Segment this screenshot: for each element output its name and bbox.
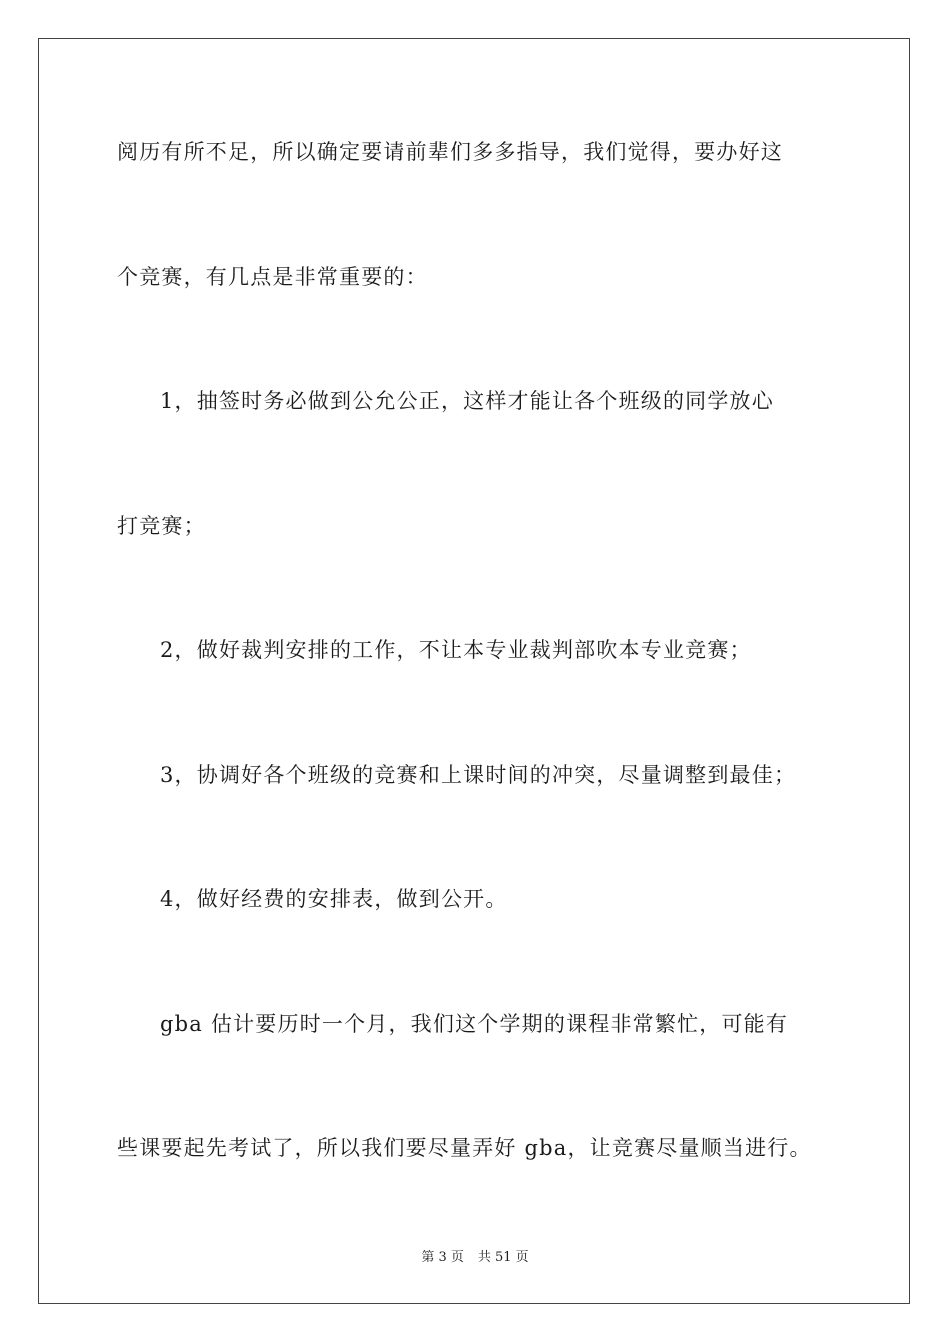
paragraph-line: 个竞赛，有几点是非常重要的： (117, 265, 428, 289)
paragraph-line: 阅历有所不足，所以确定要请前辈们多多指导，我们觉得，要办好这 (117, 140, 783, 164)
paragraph-line: gba 估计要历时一个月，我们这个学期的课程非常繁忙，可能有 (160, 1012, 789, 1036)
paragraph-line: 打竞赛； (117, 514, 206, 538)
list-item-2: 2，做好裁判安排的工作，不让本专业裁判部吹本专业竞赛； (160, 638, 752, 662)
page-number: 第 3 页 (421, 1250, 464, 1265)
page-total: 共 51 页 (477, 1250, 529, 1265)
page-footer (0, 1246, 950, 1265)
paragraph-line: 些课要起先考试了，所以我们要尽量弄好 gba，让竞赛尽量顺当进行。 (117, 1136, 812, 1160)
list-item-3: 3，协调好各个班级的竞赛和上课时间的冲突，尽量调整到最佳； (160, 763, 797, 787)
list-item-4: 4，做好经费的安排表，做到公开。 (160, 887, 508, 911)
list-item-1: 1，抽签时务必做到公允公正，这样才能让各个班级的同学放心 (160, 389, 774, 413)
page-border (38, 38, 910, 1304)
